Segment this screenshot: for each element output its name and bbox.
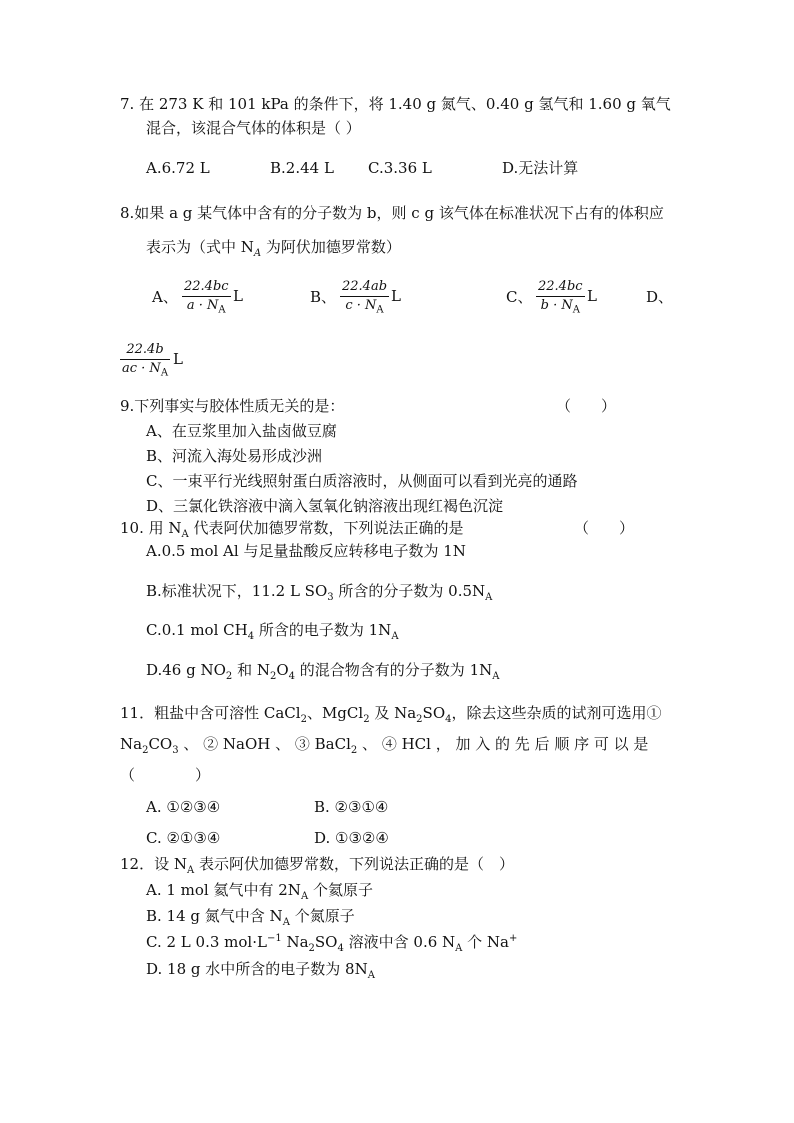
q11-option-a: A. ①②③④ (146, 798, 221, 816)
q7-option-b: B.2.44 L (270, 159, 334, 177)
q8-option-d-fraction: $\frac{22.4b}{ac \cdot N_A}$ (122, 342, 169, 379)
q11-stem-line1: 11．粗盐中含可溶性 CaCl$_2$、MgCl$_2$ 及 $Na_2SO_4$，除去这些杂质的试剂可选用① (120, 704, 662, 725)
q8-stem-line2: 表示为（式中 $N_A$ 为阿伏加德罗常数） (146, 238, 401, 259)
q9-stem: 9.下列事实与胶体性质无关的是： (120, 397, 345, 415)
q8-option-a-fraction: $\frac{22.4bc}{a \cdot N_A}$ (184, 279, 229, 316)
q12-option-b: B. 14 g 氮气中含 $N_A$ 个氮原子 (146, 907, 355, 928)
q9-answer-paren: （ ） (556, 397, 617, 415)
q10-option-d: D.46 g $NO_2$ 和 $N_2O_4$ 的混合物含有的分子数为 $1N_A$ (146, 661, 500, 682)
q9-option-b: B、河流入海处易形成沙洲 (146, 447, 323, 465)
q8-option-b-label: B、 (310, 288, 337, 306)
q7-option-c: C.3.36 L (368, 159, 432, 177)
q9-option-a: A、在豆浆里加入盐卤做豆腐 (146, 422, 337, 440)
q8-option-c-label: C、 (506, 288, 533, 306)
q10-option-c: C.0.1 mol $CH_4$ 所含的电子数为 $1N_A$ (146, 621, 399, 642)
q9-option-c: C、一束平行光线照射蛋白质溶液时，从侧面可以看到光亮的通路 (146, 472, 578, 490)
q10-option-a: A.0.5 mol Al 与足量盐酸反应转移电子数为 1N (146, 542, 466, 560)
q12-option-c: C. 2 L 0.3 $mol\cdot L^{-1}$ $Na_2SO_4$ 溶液中含 0.6 $N_A$ 个 Na+ (146, 933, 518, 954)
q8-stem-line1: 8.如果 a g 某气体中含有的分子数为 b，则 c g 该气体在标准状况下占有的体积应 (120, 204, 664, 222)
q11-option-c: C. ②①③④ (146, 829, 221, 847)
q10-answer-paren: （ ） (574, 519, 635, 537)
q10-stem: 10. 用 $N_A$ 代表阿伏加德罗常数，下列说法正确的是 (120, 519, 464, 540)
q8-option-b-fraction: $\frac{22.4ab}{c \cdot N_A}$ (342, 279, 388, 316)
q11-option-d: D. ①③②④ (314, 829, 389, 847)
q10-option-b: B.标准状况下，11.2 L $SO_3$ 所含的分子数为 $0.5N_A$ (146, 582, 493, 603)
q12-option-d: D. 18 g 水中所含的电子数为 $8N_A$ (146, 960, 375, 981)
q7-stem-line2: 混合，该混合气体的体积是（ ） (146, 119, 361, 137)
q8-option-a-unit: L (233, 287, 243, 305)
q8-option-d-label: D、 (646, 288, 674, 306)
q12-stem: 12．设 $N_A$ 表示阿伏加德罗常数，下列说法正确的是（ ） (120, 855, 514, 876)
q8-option-c-fraction: $\frac{22.4bc}{b \cdot N_A}$ (538, 279, 583, 316)
q7-option-d: D.无法计算 (502, 159, 579, 177)
q8-option-c-unit: L (587, 287, 597, 305)
q7-stem-line1: 7. 在 273 K 和 101 kPa 的条件下，将 1.40 g 氮气、0.40 g 氢气和 1.60 g 氧气 (120, 95, 671, 113)
q9-option-d: D、三氯化铁溶液中滴入氢氧化钠溶液出现红褐色沉淀 (146, 497, 504, 515)
q8-option-a-label: A、 (152, 288, 178, 306)
q11-stem-line2: $Na_2CO_3$ 、 ② NaOH 、 ③ BaCl$_2$ 、 ④ HCl ， 加 入 的 先 后 顺 序 可 以 是 (120, 735, 649, 756)
q8-option-b-unit: L (391, 287, 401, 305)
q8-option-d-unit: L (173, 350, 183, 368)
q7-option-a: A.6.72 L (146, 159, 210, 177)
q12-option-a: A. 1 mol 氦气中有 $2N_A$ 个氦原子 (146, 881, 373, 902)
q11-answer-paren: （ ） (120, 766, 211, 784)
q11-option-b: B. ②③①④ (314, 798, 389, 816)
